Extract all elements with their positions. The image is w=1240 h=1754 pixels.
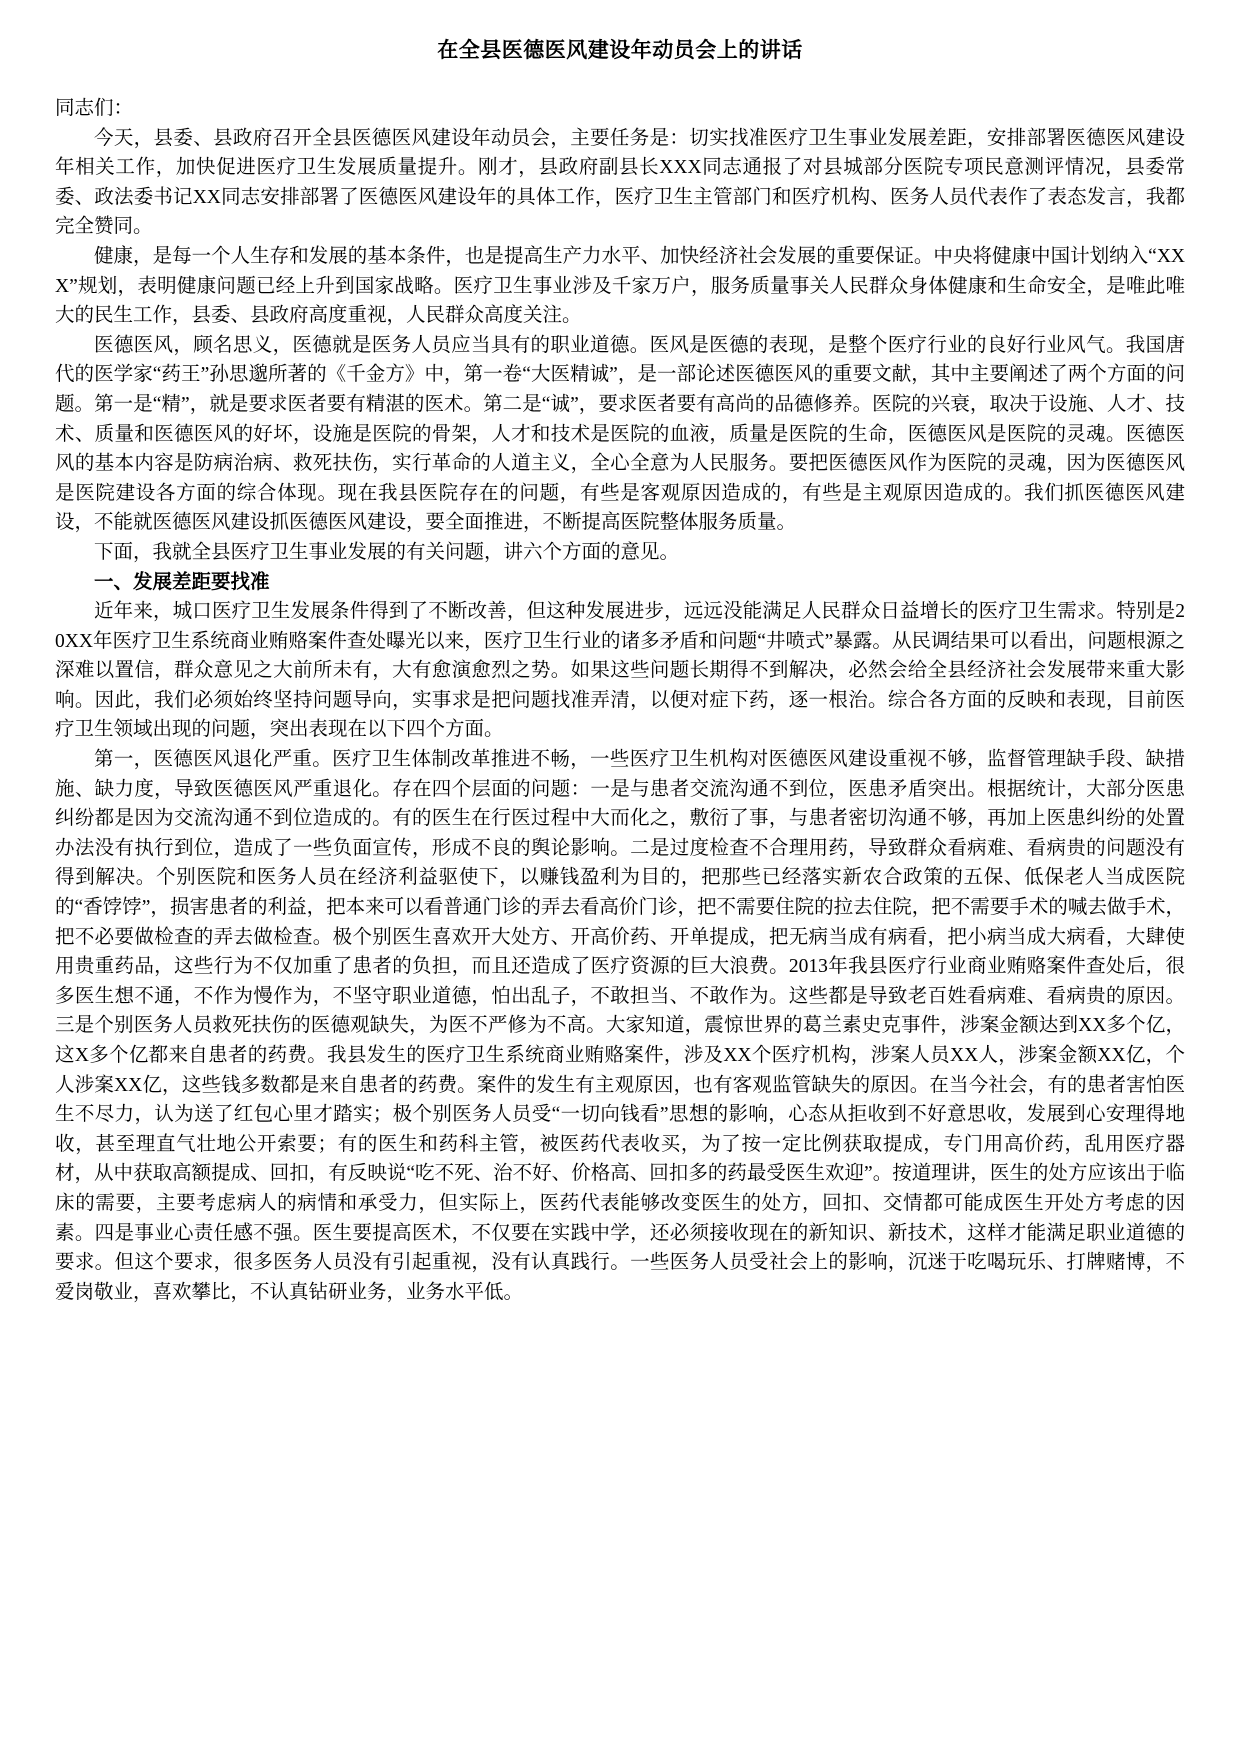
section-heading: 一、发展差距要找准 (94, 571, 270, 593)
paragraph: 近年来，城口医疗卫生发展条件得到了不断改善，但这种发展进步，远远没能满足人民群众日益增长的医疗卫生需求。特别是20XX年医疗卫生系统商业贿赂案件查处曝光以来，医疗卫生行业的诸多矛盾和问题“井喷式”暴露。从民调结果可以看出，问题根源之深难以置信，群众意见之大前所未有，大有愈演愈烈之势。如果这些问题长期得不到解决，必然会给全县经济社会发展带来重大影响。因此，我们必须始终坚持问题导向，实事求是把问题找准弄清，以便对症下药，逐一根治。综合各方面的反映和表现，目前医疗卫生领域出现的问题，突出表现在以下四个方面。 (55, 601, 1185, 741)
salutation: 同志们： (55, 98, 134, 119)
document-body (55, 94, 1185, 1307)
paragraph: 健康，是每一个人生存和发展的基本条件，也是提高生产力水平、加快经济社会发展的重要保证。中央将健康中国计划纳入“XXX”规划，表明健康问题已经上升到国家战略。医疗卫生事业涉及千家万户，服务质量事关人民群众身体健康和生命安全，是唯此唯大的民生工作，县委、县政府高度重视，人民群众高度关注。 (55, 245, 1185, 327)
document-title: 在全县医德医风建设年动员会上的讲话 (437, 38, 803, 62)
paragraph: 第一，医德医风退化严重。医疗卫生体制改革推进不畅，一些医疗卫生机构对医德医风建设重视不够，监督管理缺手段、缺措施、缺力度，导致医德医风严重退化。存在四个层面的问题：一是与患者交流沟通不到位，医患矛盾突出。根据统计，大部分医患纠纷都是因为交流沟通不到位造成的。有的医生在行医过程中大而化之，敷衍了事，与患者密切沟通不够，再加上医患纠纷的处置办法没有执行到位，造成了一些负面宣传，形成不良的舆论影响。二是过度检查不合理用药，导致群众看病难、看病贵的问题没有得到解决。个别医院和医务人员在经济利益驱使下，以赚钱盈利为目的，把那些已经落实新农合政策的五保、低保老人当成医院的“香饽饽”，损害患者的利益，把本来可以看普通门诊的弄去看高价门诊，把不需要住院的拉去住院，把不需要手术的喊去做手术，把不必要做检查的弄去做检查。极个别医生喜欢开大处方、开高价药、开单提成，把无病当成有病看，把小病当成大病看，大肆使用贵重药品，这些行为不仅加重了患者的负担，而且还造成了医疗资源的巨大浪费。2013年我县医疗行业商业贿赂案件查处后，很多医生想不通，不作为慢作为，不坚守职业道德，怕出乱子，不敢担当、不敢作为。这些都是导致老百姓看病难、看病贵的原因。三是个别医务人员救死扶伤的医德观缺失，为医不严修为不高。大家知道，震惊世界的葛兰素史克事件，涉案金额达到XX多个亿，这X多个亿都来自患者的药费。我县发生的医疗卫生系统商业贿赂案件，涉及XX个医疗机构，涉案人员XX人，涉案金额XX亿，个人涉案XX亿，这些钱多数都是来自患者的药费。案件的发生有主观原因，也有客观监管缺失的原因。在当今社会，有的患者害怕医生不尽力，认为送了红包心里才踏实；极个别医务人员受“一切向钱看”思想的影响，心态从拒收到不好意思收，发展到心安理得地收，甚至理直气壮地公开索要；有的医生和药科主管，被医药代表收买，为了按一定比例获取提成，专门用高价药，乱用医疗器材，从中获取高额提成、回扣，有反映说“吃不死、治不好、价格高、回扣多的药最受医生欢迎”。按道理讲，医生的处方应该出于临床的需要，主要考虑病人的病情和承受力，但实际上，医药代表能够改变医生的处方，回扣、交情都可能成医生开处方考虑的因素。四是事业心责任感不强。医生要提高医术，不仅要在实践中学，还必须接收现在的新知识、新技术，这样才能满足职业道德的要求。但这个要求，很多医务人员没有引起重视，没有认真践行。一些医务人员受社会上的影响，沉迷于吃喝玩乐、打牌赌博，不爱岗敬业，喜欢攀比，不认真钻研业务，业务水平低。 (55, 749, 1185, 1303)
paragraph: 医德医风，顾名思义，医德就是医务人员应当具有的职业道德。医风是医德的表现，是整个医疗行业的良好行业风气。我国唐代的医学家“药王”孙思邈所著的《千金方》中，第一卷“大医精诚”，是一部论述医德医风的重要文献，其中主要阐述了两个方面的问题。第一是“精”，就是要求医者要有精湛的医术。第二是“诚”，要求医者要有高尚的品德修养。医院的兴衰，取决于设施、人才、技术、质量和医德医风的好坏，设施是医院的骨架，人才和技术是医院的血液，质量是医院的生命，医德医风是医院的灵魂。医德医风的基本内容是防病治病、救死扶伤，实行革命的人道主义，全心全意为人民服务。要把医德医风作为医院的灵魂，因为医德医风是医院建设各方面的综合体现。现在我县医院存在的问题，有些是客观原因造成的，有些是主观原因造成的。我们抓医德医风建设，不能就医德医风建设抓医德医风建设，要全面推进，不断提高医院整体服务质量。 (55, 334, 1185, 534)
paragraph: 下面，我就全县医疗卫生事业发展的有关问题，讲六个方面的意见。 (94, 541, 680, 563)
paragraph: 今天，县委、县政府召开全县医德医风建设年动员会，主要任务是：切实找准医疗卫生事业发展差距，安排部署医德医风建设年相关工作，加快促进医疗卫生发展质量提升。刚才，县政府副县长XXX同志通报了对县城部分医院专项民意测评情况，县委常委、政法委书记XX同志安排部署了医德医风建设年的具体工作，医疗卫生主管部门和医疗机构、医务人员代表作了表态发言，我都完全赞同。 (55, 127, 1185, 238)
